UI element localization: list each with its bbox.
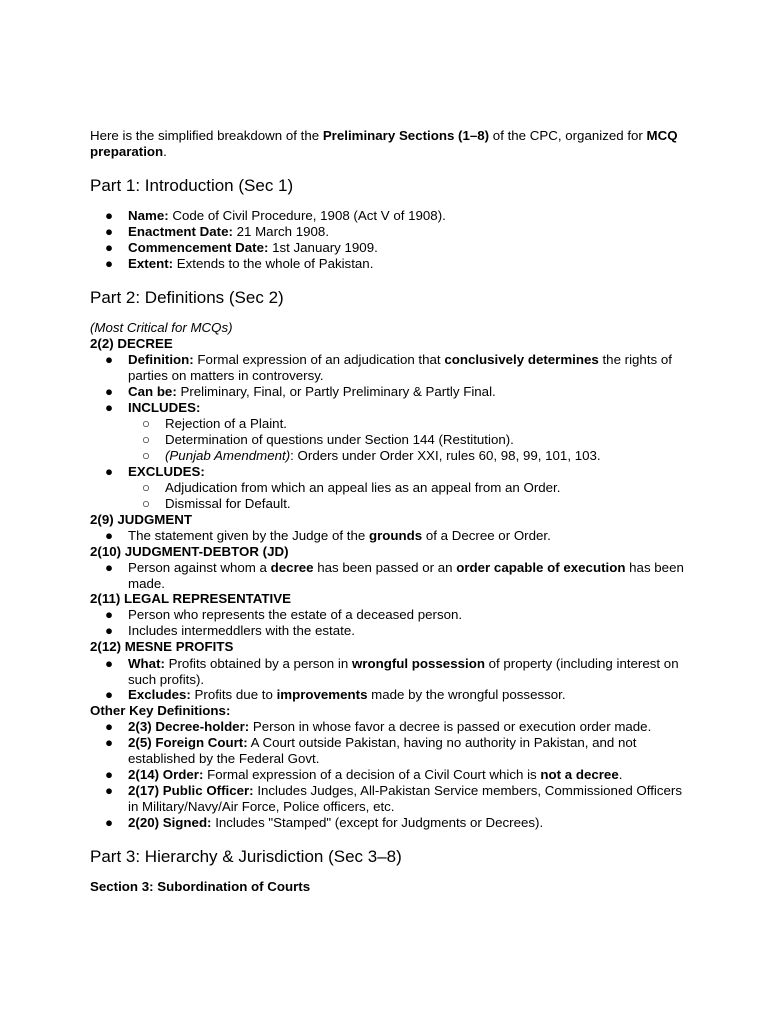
bullet-icon: ● — [104, 224, 114, 239]
intro-bold-sections: Preliminary Sections (1–8) — [322, 128, 490, 143]
other-item: ● 2(5) Foreign Court: A Court outside Pakistan, having no authority in Pakistan, and not established by the Federal Govt. — [104, 735, 637, 766]
other-item: ● 2(14) Order: Formal expression of a decision of a Civil Court which is not a decree. — [104, 767, 623, 782]
part1-item: ● Enactment Date: 21 March 1908. — [104, 224, 330, 239]
part1-item: ● Name: Code of Civil Procedure, 1908 (Act V of 1908). — [104, 208, 446, 223]
judgment-item: ● The statement given by the Judge of the grounds of a Decree or Order. — [104, 528, 551, 543]
bullet-icon: ● — [104, 623, 114, 638]
bullet-icon: ● — [104, 528, 114, 543]
section3-heading: Section 3: Subordination of Courts — [90, 879, 311, 894]
bullet-icon: ● — [104, 656, 114, 671]
mesne-label: 2(12) MESNE PROFITS — [90, 639, 234, 654]
decree-excludes-label: ● EXCLUDES: — [104, 464, 205, 479]
bullet-icon: ● — [104, 783, 114, 798]
decree-definition: ● Definition: Formal expression of an adjudication that conclusively determines the rights of parties on matters in controversy. — [104, 352, 672, 383]
bullet-icon: ● — [104, 607, 114, 622]
part1-item: ● Extent: Extends to the whole of Pakistan. — [104, 256, 374, 271]
excludes-item: ○ Dismissal for Default. — [141, 496, 291, 511]
decree-label: 2(2) DECREE — [90, 336, 173, 351]
intro-paragraph — [90, 128, 690, 160]
intro-bold-mcq: MCQ preparation — [90, 128, 678, 159]
bullet-icon: ● — [104, 735, 114, 750]
bullet-icon: ● — [104, 687, 114, 702]
bullet-icon: ● — [104, 464, 114, 479]
bullet-icon: ● — [104, 719, 114, 734]
circle-bullet-icon: ○ — [141, 448, 151, 463]
lr-item: ● Includes intermeddlers with the estate. — [104, 623, 355, 638]
bullet-icon: ● — [104, 352, 114, 367]
intro-text: . — [163, 144, 167, 159]
bullet-icon: ● — [104, 560, 114, 575]
includes-item: ○ Rejection of a Plaint. — [141, 416, 287, 431]
other-item: ● 2(20) Signed: Includes "Stamped" (except for Judgments or Decrees). — [104, 815, 544, 830]
intro-text: Here is the simplified breakdown of the — [90, 128, 323, 143]
circle-bullet-icon: ○ — [141, 480, 151, 495]
circle-bullet-icon: ○ — [141, 496, 151, 511]
lr-label: 2(11) LEGAL REPRESENTATIVE — [90, 591, 291, 606]
mesne-what: ● What: Profits obtained by a person in wrongful possession of property (including interest on such profits). — [104, 656, 679, 687]
excludes-item: ○ Adjudication from which an appeal lies as an appeal from an Order. — [141, 480, 561, 495]
other-definitions-label: Other Key Definitions: — [90, 703, 231, 718]
bullet-icon: ● — [104, 240, 114, 255]
part1-item: ● Commencement Date: 1st January 1909. — [104, 240, 378, 255]
jd-label: 2(10) JUDGMENT-DEBTOR (JD) — [90, 544, 289, 559]
circle-bullet-icon: ○ — [141, 432, 151, 447]
part2-heading: Part 2: Definitions (Sec 2) — [90, 288, 284, 307]
judgment-label: 2(9) JUDGMENT — [90, 512, 192, 527]
bullet-icon: ● — [104, 400, 114, 415]
other-item: ● 2(3) Decree-holder: Person in whose favor a decree is passed or execution order made. — [104, 719, 652, 734]
part1-heading: Part 1: Introduction (Sec 1) — [90, 176, 294, 195]
mesne-excludes: ● Excludes: Profits due to improvements made by the wrongful possessor. — [104, 687, 566, 702]
lr-item: ● Person who represents the estate of a deceased person. — [104, 607, 463, 622]
part3-heading: Part 3: Hierarchy & Jurisdiction (Sec 3–8) — [90, 847, 402, 866]
other-item: ● 2(17) Public Officer: Includes Judges, All-Pakistan Service members, Commissioned Officers in Military/Navy/Air Force, Police officers, etc. — [104, 783, 683, 814]
includes-item: ○ Determination of questions under Section 144 (Restitution). — [141, 432, 514, 447]
bullet-icon: ● — [104, 767, 114, 782]
bullet-icon: ● — [104, 815, 114, 830]
bullet-icon: ● — [104, 384, 114, 399]
part2-note: (Most Critical for MCQs) — [90, 320, 233, 335]
includes-item: ○ (Punjab Amendment): Orders under Order XXI, rules 60, 98, 99, 101, 103. — [141, 448, 601, 463]
bullet-icon: ● — [104, 256, 114, 271]
decree-canbe: ● Can be: Preliminary, Final, or Partly Preliminary & Partly Final. — [104, 384, 496, 399]
circle-bullet-icon: ○ — [141, 416, 151, 431]
jd-item: ● Person against whom a decree has been passed or an order capable of execution has been made. — [104, 560, 684, 591]
intro-text: of the CPC, organized for — [489, 128, 647, 143]
decree-includes-label: ● INCLUDES: — [104, 400, 201, 415]
bullet-icon: ● — [104, 208, 114, 223]
